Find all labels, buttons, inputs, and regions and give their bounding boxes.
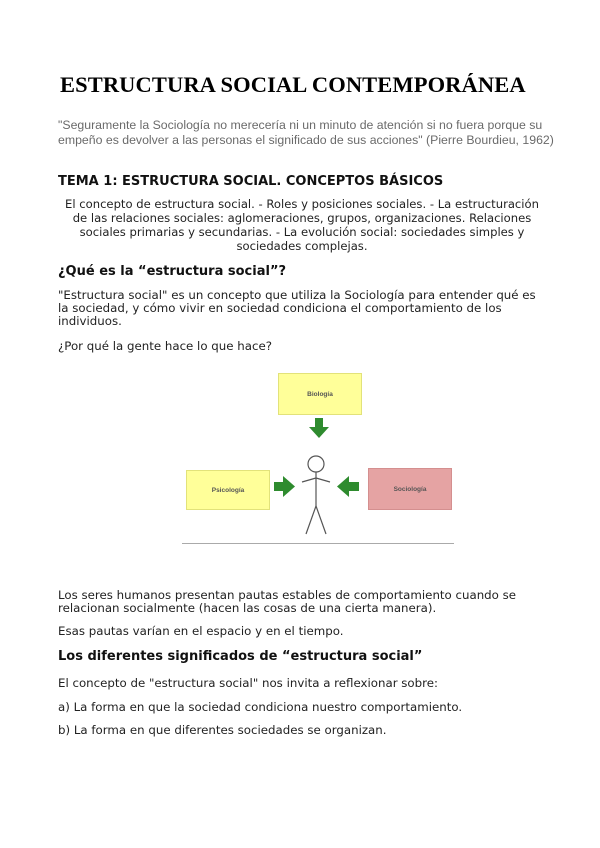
person-figure-icon	[302, 456, 330, 534]
tema-heading: TEMA 1: ESTRUCTURA SOCIAL. CONCEPTOS BÁSICOS	[58, 174, 444, 189]
document-title: ESTRUCTURA SOCIAL CONTEMPORÁNEA	[60, 72, 526, 97]
list-item-a: a) La forma en que la sociedad condiciona nuestro comportamiento.	[58, 700, 463, 714]
arrow-down-icon	[309, 418, 329, 438]
biologia-box: Biología	[278, 373, 362, 415]
list-item-b: b) La forma en que diferentes sociedades se organizan.	[58, 723, 387, 737]
tema-abstract: El concepto de estructura social. - Roles y posiciones sociales. - La estructuración de las relaciones sociales: aglomeraciones, grupos, organizaciones. Relaciones sociales primarias y secundarias. - La evolución social: sociedades simples y sociedades complejas.	[65, 197, 539, 253]
arrow-left-icon	[337, 476, 359, 497]
epigraph-quote: "Seguramente la Sociología no merecería ni un minuto de atención si no fuera porque su empeño es devolver a las personas el significado de sus acciones" (Pierre Bourdieu, 1962)	[58, 118, 554, 147]
paragraph-patterns: Los seres humanos presentan pautas estables de comportamiento cuando se relacionan socialmente (hacen las cosas de una cierta manera).	[58, 588, 517, 615]
influence-diagram	[180, 368, 456, 548]
arrow-right-icon	[274, 476, 295, 497]
paragraph-question: ¿Por qué la gente hace lo que hace?	[58, 339, 272, 353]
section-heading-meanings: Los diferentes significados de “estructura social”	[58, 649, 423, 664]
diagram-graphics	[180, 368, 456, 548]
paragraph-variation: Esas pautas varían en el espacio y en el tiempo.	[58, 624, 344, 638]
paragraph-definition: "Estructura social" es un concepto que utiliza la Sociología para entender qué es la sociedad, y cómo vivir en sociedad condiciona el comportamiento de los individuos.	[58, 288, 536, 328]
diagram-baseline	[182, 543, 454, 544]
section-heading-what-is: ¿Qué es la “estructura social”?	[58, 264, 287, 279]
psicologia-box: Psicología	[186, 470, 270, 510]
paragraph-intro: El concepto de "estructura social" nos invita a reflexionar sobre:	[58, 676, 438, 690]
sociologia-box: Sociología	[368, 468, 452, 510]
